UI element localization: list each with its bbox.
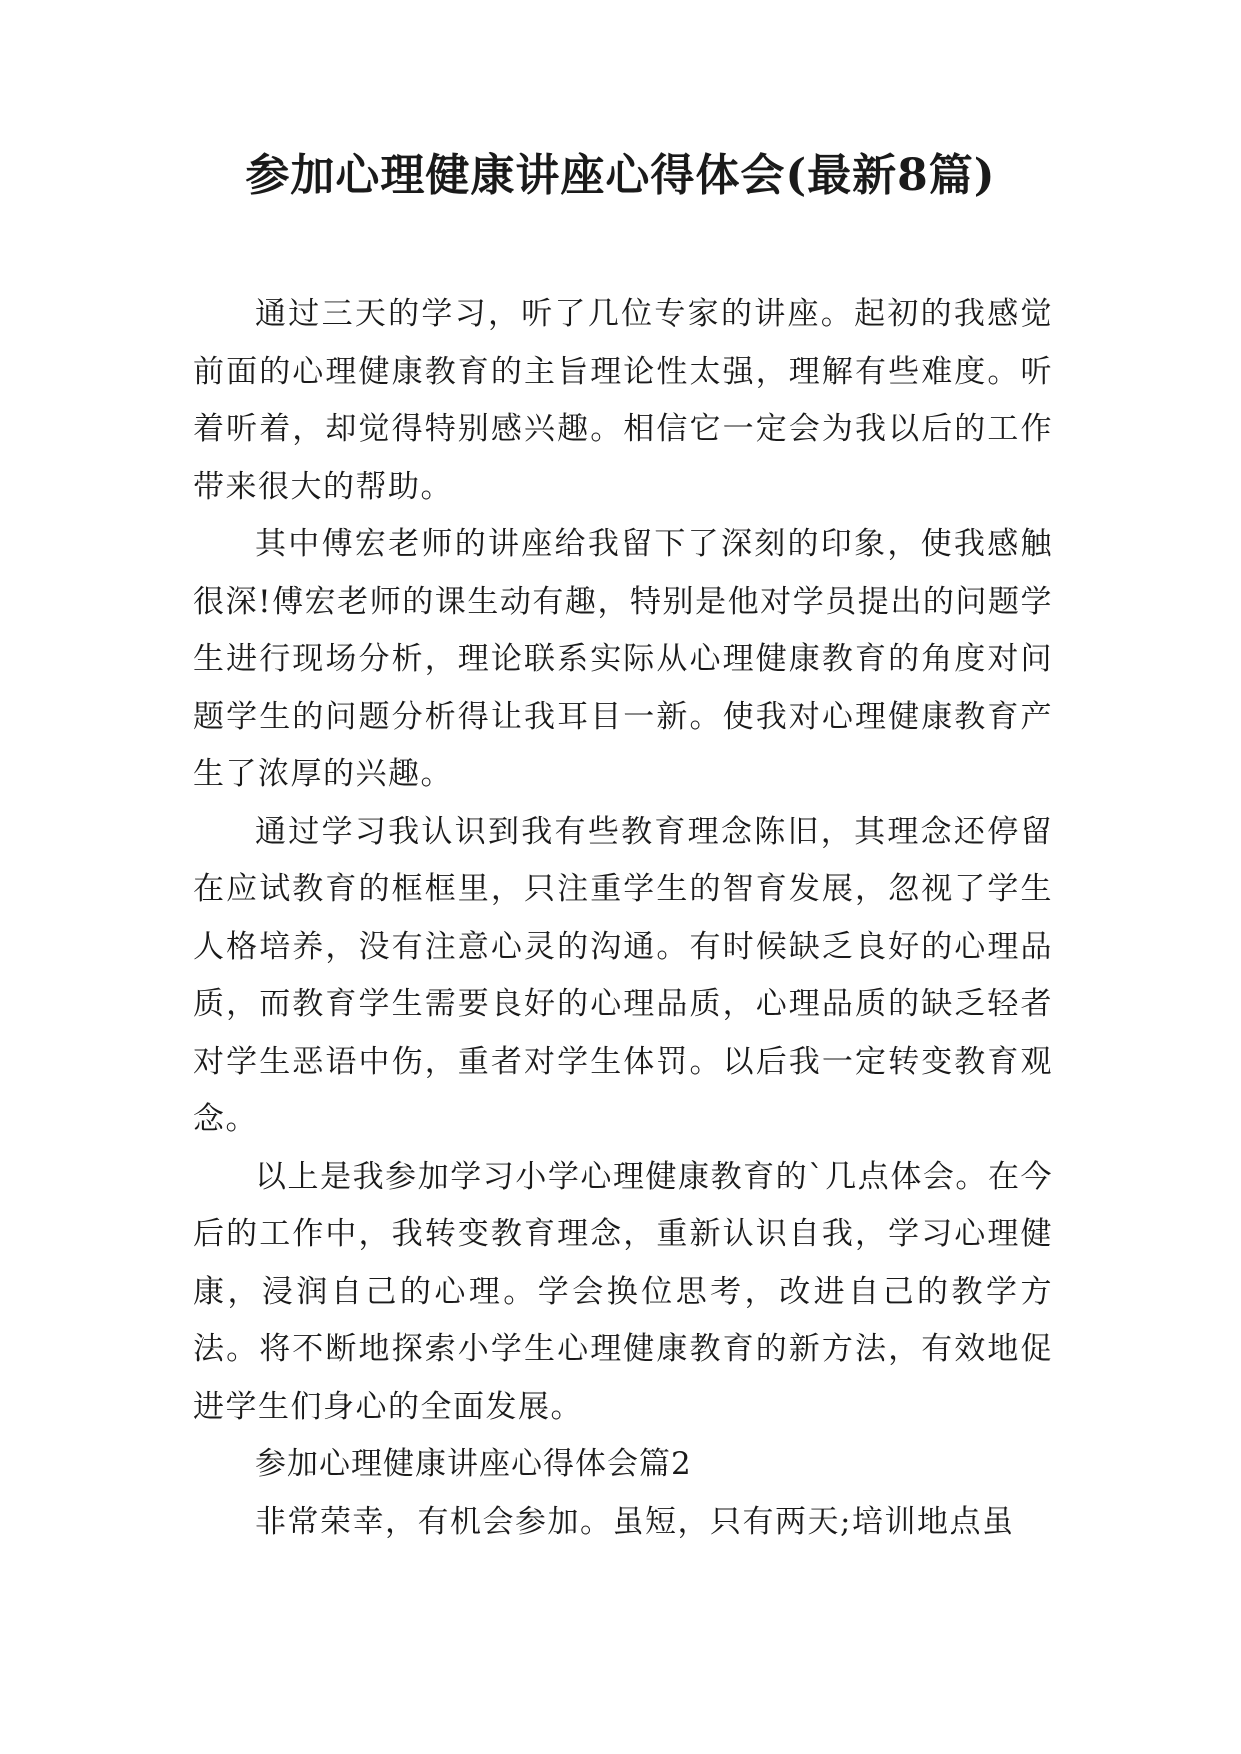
section-heading: 参加心理健康讲座心得体会篇2 (255, 1446, 692, 1482)
document-body (193, 286, 1053, 1551)
document-title: 参加心理健康讲座心得体会(最新8篇) (245, 150, 996, 201)
section-first-line: 非常荣幸，有机会参加。虽短，只有两天;培训地点虽 (255, 1503, 1015, 1540)
paragraph-2: 其中傅宏老师的讲座给我留下了深刻的印象，使我感触很深!傅宏老师的课生动有趣，特别是他对学员提出的问题学生进行现场分析，理论联系实际从心理健康教育的角度对问题学生的问题分析得让我耳目一新。使我对心理健康教育产生了浓厚的兴趣。 (193, 526, 1053, 792)
paragraph-3: 通过学习我认识到我有些教育理念陈旧，其理念还停留在应试教育的框框里，只注重学生的智育发展，忽视了学生人格培养，没有注意心灵的沟通。有时候缺乏良好的心理品质，而教育学生需要良好的心理品质，心理品质的缺乏轻者对学生恶语中伤，重者对学生体罚。以后我一定转变教育观念。 (193, 813, 1053, 1137)
paragraph-4: 以上是我参加学习小学心理健康教育的`几点体会。在今后的工作中，我转变教育理念，重新认识自我，学习心理健康，浸润自己的心理。学会换位思考，改进自己的教学方法。将不断地探索小学生心理健康教育的新方法，有效地促进学生们身心的全面发展。 (193, 1158, 1053, 1425)
paragraph-1: 通过三天的学习，听了几位专家的讲座。起初的我感觉前面的心理健康教育的主旨理论性太强，理解有些难度。听着听着，却觉得特别感兴趣。相信它一定会为我以后的工作带来很大的帮助。 (193, 296, 1053, 505)
